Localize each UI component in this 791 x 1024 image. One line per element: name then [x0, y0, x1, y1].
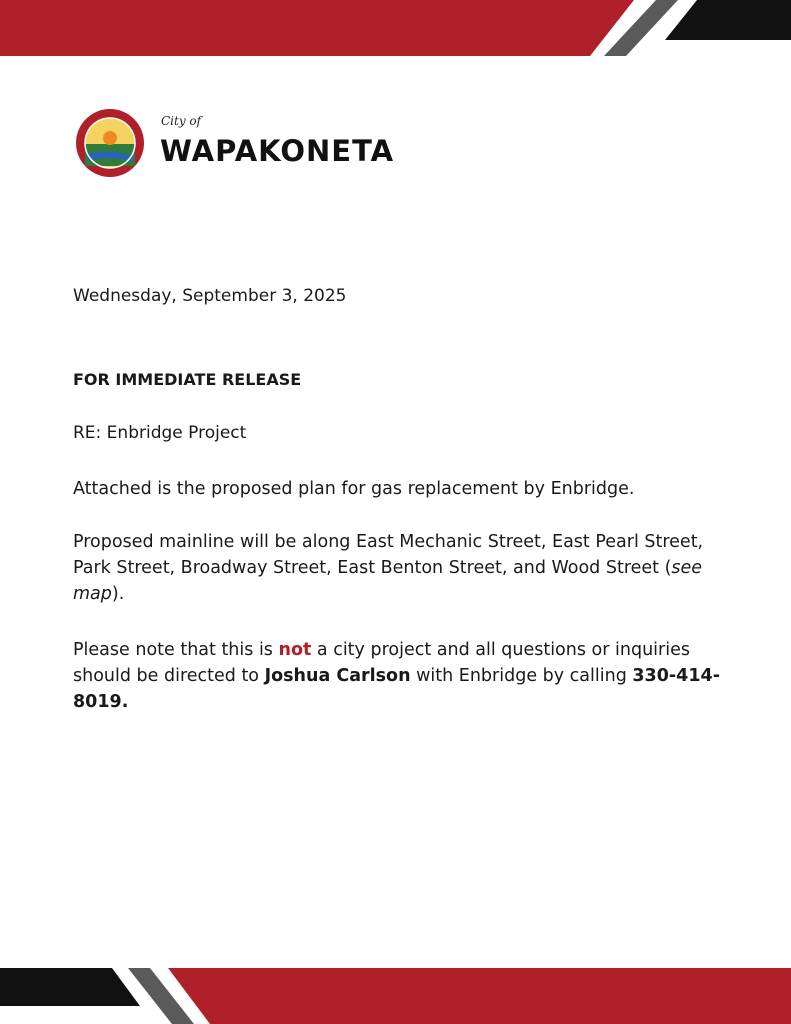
see-map-text: see map	[73, 558, 703, 604]
city-prefix: City of	[161, 114, 202, 128]
not-emphasis: not	[278, 640, 312, 660]
paragraph-attachment	[73, 476, 723, 502]
streets-text: Proposed mainline will be along East Mechanic Street, East Pearl Street, Park Street, Broadway Street, East Benton Street, and Wood Street (	[73, 532, 704, 578]
paragraph-streets	[73, 529, 723, 607]
note-text-after-name: with Enbridge by calling	[410, 666, 633, 686]
contact-name: Joshua Carlson	[264, 666, 411, 686]
note-text-start: Please note that this is	[73, 640, 279, 660]
release-label: FOR IMMEDIATE RELEASE	[73, 370, 302, 389]
city-seal-icon	[75, 108, 145, 178]
footer-band	[0, 964, 791, 1024]
city-wordmark: WAPAKONETA	[160, 134, 395, 168]
subject-line: RE: Enbridge Project	[73, 423, 247, 443]
contact-phone: 330-414-8019.	[73, 666, 720, 712]
paragraph-attachment-text: Attached is the proposed plan for gas replacement by Enbridge.	[73, 479, 635, 499]
header-band	[0, 0, 791, 60]
paragraph-contact	[73, 637, 723, 715]
note-text-middle: a city project and all questions or inquiries should be directed to	[73, 640, 690, 686]
release-date: Wednesday, September 3, 2025	[73, 286, 347, 306]
streets-text-end: ).	[111, 584, 125, 604]
